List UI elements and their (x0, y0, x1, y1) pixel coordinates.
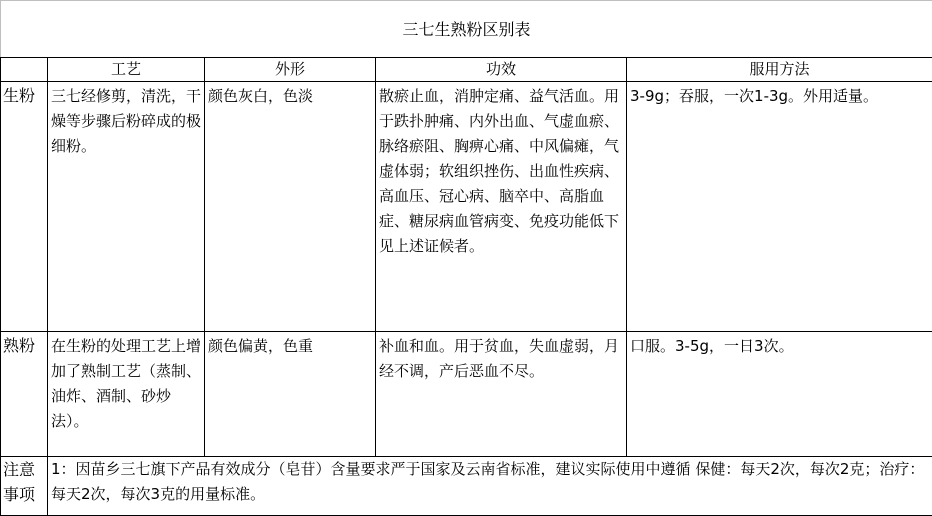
cell-text: 散瘀止血，消肿定痛、益气活血。用于跌扑肿痛、内外出血、气虚血瘀、脉络瘀阻、胸痹心痛、中风偏瘫，气虚体弱；软组织挫伤、出血性疾病、高血压、冠心病、脑卒中、高脂血症、糖尿病血管病变、免疫功能低下见上述证候者。 (379, 82, 623, 259)
title-row (1, 1, 932, 58)
cell-raw-effect[interactable] (376, 82, 627, 332)
row-label-cooked[interactable]: 熟粉 (1, 332, 48, 457)
cell-text: 补血和血。用于贫血，失血虚弱，月经不调，产后恶血不尽。 (379, 332, 623, 384)
cell-text: 在生粉的处理工艺上增加了熟制工艺（蒸制、油炸、酒制、砂炒法）。 (51, 332, 201, 434)
cell-cooked-effect[interactable] (376, 332, 627, 457)
table-title[interactable]: 三七生熟粉区别表 (1, 1, 932, 58)
cell-text: 颜色偏黄，色重 (208, 332, 372, 359)
cell-text: 三七经修剪，清洗，干燥等步骤后粉碎成的极细粉。 (51, 82, 201, 159)
header-cell-empty[interactable] (1, 58, 48, 82)
notes-text-cell[interactable] (48, 457, 932, 516)
cell-text: 颜色灰白，色淡 (208, 82, 372, 109)
header-appearance[interactable]: 外形 (205, 58, 376, 82)
cell-raw-appearance[interactable] (205, 82, 376, 332)
cell-text: 口服。3-5g，一日3次。 (630, 332, 929, 359)
notes-label[interactable]: 注意事项 (1, 457, 48, 516)
header-usage[interactable]: 服用方法 (627, 58, 932, 82)
header-row (1, 58, 932, 82)
header-craft[interactable]: 工艺 (48, 58, 205, 82)
notes-text: 1：因苗乡三七旗下产品有效成分（皂苷）含量要求严于国家及云南省标准，建议实际使用中遵循 保健：每天2次，每次2克；治疗：每天2次，每次3克的用量标准。 (51, 460, 924, 503)
cell-raw-usage[interactable] (627, 82, 932, 332)
header-effect[interactable]: 功效 (376, 58, 627, 82)
cell-text: 3-9g；吞服，一次1-3g。外用适量。 (630, 82, 929, 109)
table-row (1, 82, 932, 332)
row-label-raw[interactable]: 生粉 (1, 82, 48, 332)
cell-cooked-usage[interactable] (627, 332, 932, 457)
cell-raw-craft[interactable] (48, 82, 205, 332)
cell-cooked-appearance[interactable] (205, 332, 376, 457)
notes-row (1, 457, 932, 516)
cell-cooked-craft[interactable] (48, 332, 205, 457)
table-row (1, 332, 932, 457)
